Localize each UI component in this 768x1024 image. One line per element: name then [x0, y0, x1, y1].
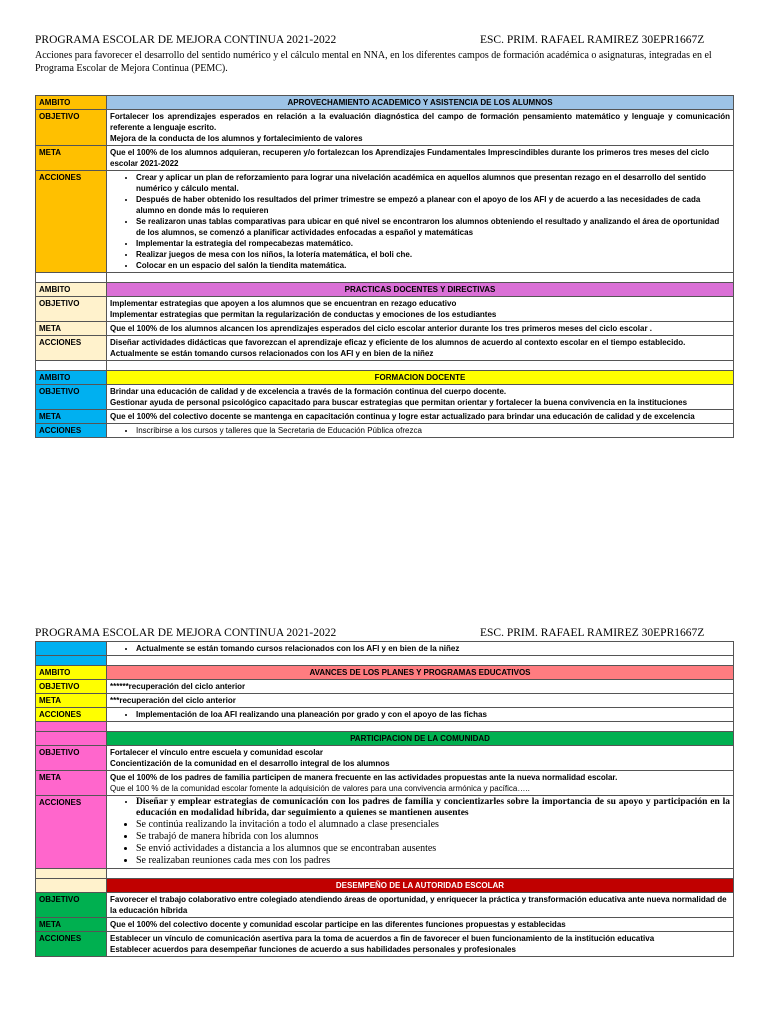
acciones-text: Actualmente se están tomando cursos relacionados con los AFI y en bien de la niñez	[110, 349, 434, 358]
meta-row	[36, 694, 734, 708]
objetivo-text: Fortalecer los aprendizajes esperados en relación a la evaluación diagnóstica del campo de formación pensamiento matemático y lenguaje y comunicación referente a lenguaje escrito.	[110, 112, 730, 132]
objetivo-label: OBJETIVO	[36, 297, 107, 322]
objetivo-label: OBJETIVO	[36, 680, 107, 694]
objetivo-text: Concientización de la comunidad en el desarrollo integral de los alumnos	[110, 759, 390, 768]
objetivo-cell	[107, 110, 734, 146]
objetivo-text: Implementar estrategias que apoyen a los alumnos que se encuentran en rezago educativo	[110, 299, 457, 308]
spacer-row	[36, 869, 734, 879]
meta-text: Que el 100% de los padres de familia participen de manera frecuente en las actividades propuestas ante la nueva normalidad escolar.	[110, 773, 618, 782]
list-item: • Diseñar y emplear estrategias de comunicación con los padres de familia y concientizarles sobre la importancia de su apoyo y participación en la educación en modalidad híbrida, dar seguimiento a quienes se mantienen ausentes	[136, 797, 730, 819]
ambito-title: AVANCES DE LOS PLANES Y PROGRAMAS EDUCATIVOS	[107, 666, 734, 680]
acciones-label: ACCIONES	[36, 932, 107, 957]
meta-label: META	[36, 146, 107, 171]
acciones-row	[36, 424, 734, 438]
school-name: ESC. PRIM. RAFAEL RAMIREZ 30EPR1667Z	[480, 34, 705, 46]
acciones-row	[36, 336, 734, 361]
acciones-label: ACCIONES	[36, 796, 107, 869]
meta-label: META	[36, 694, 107, 708]
ambito-label: AMBITO	[36, 666, 107, 680]
meta-label: META	[36, 771, 107, 796]
acciones-cell	[107, 171, 734, 273]
ambito-row	[36, 732, 734, 746]
acciones-cell	[107, 932, 734, 957]
acciones-list	[110, 797, 730, 867]
meta-text: Que el 100 % de la comunidad escolar fomente la adquisición de valores para una convivencia armónica y pacífica…..	[110, 784, 530, 793]
meta-text: Que el 100% de los alumnos alcancen los aprendizajes esperados del ciclo escolar anterior durante los tres primeros meses del ciclo escolar .	[107, 322, 734, 336]
objetivo-cell	[107, 297, 734, 322]
carry-row	[36, 642, 734, 656]
carry-cell	[107, 642, 734, 656]
acciones-row	[36, 932, 734, 957]
objetivo-label: OBJETIVO	[36, 385, 107, 410]
acciones-row	[36, 708, 734, 722]
acciones-text: Diseñar actividades didácticas que favorezcan el aprendizaje eficaz y eficiente de los alumnos de acuerdo al contexto escolar en el tiempo establecido.	[110, 338, 686, 347]
ambito-row	[36, 96, 734, 110]
acciones-cell	[107, 424, 734, 438]
spacer-row	[36, 361, 734, 371]
objetivo-row	[36, 110, 734, 146]
meta-label: META	[36, 918, 107, 932]
acciones-label: ACCIONES	[36, 336, 107, 361]
acciones-list	[110, 425, 730, 436]
acciones-cell	[107, 336, 734, 361]
spacer-row	[36, 656, 734, 666]
objetivo-row	[36, 746, 734, 771]
acciones-cell	[107, 708, 734, 722]
acciones-row	[36, 796, 734, 869]
list-item: • Se trabajó de manera híbrida con los alumnos	[136, 831, 730, 843]
intro-text: Acciones para favorecer el desarrollo del sentido numérico y el cálculo mental en NNA, en los diferentes campos de formación académica o asignaturas, integradas en el Programa Escolar de Mejora Continua (PEMC).	[35, 50, 712, 74]
list-item: • Inscribirse a los cursos y talleres que la Secretaria de Educación Pública ofrezca	[136, 425, 730, 436]
objetivo-text: Fortalecer el vínculo entre escuela y comunidad escolar	[110, 748, 323, 757]
meta-text: Que el 100% del colectivo docente se mantenga en capacitación continua y logre estar actualizado para brindar una educación de calidad y de excelencia	[107, 410, 734, 424]
objetivo-text: ******recuperación del ciclo anterior	[107, 680, 734, 694]
program-title: PROGRAMA ESCOLAR DE MEJORA CONTINUA 2021-2022	[35, 34, 337, 46]
objetivo-label: OBJETIVO	[36, 110, 107, 146]
meta-row	[36, 410, 734, 424]
pemc-table-page-2	[35, 641, 734, 957]
acciones-label: ACCIONES	[36, 171, 107, 273]
list-item: • Implementación de loa AFI realizando una planeación por grado y con el apoyo de las fichas	[136, 709, 730, 720]
ambito-label: AMBITO	[36, 96, 107, 110]
objetivo-row	[36, 297, 734, 322]
spacer-row	[36, 273, 734, 283]
ambito-row	[36, 879, 734, 893]
meta-row	[36, 322, 734, 336]
meta-text: Que el 100% del colectivo docente y comunidad escolar participe en las diferentes funciones propuestas y establecidas	[107, 918, 734, 932]
objetivo-text: Gestionar ayuda de personal psicológico capacitado para buscar estrategias que permitan orientar y fortalecer la buena convivencia en la instituciones	[110, 398, 688, 407]
meta-row	[36, 918, 734, 932]
list-item: • Implementar la estrategia del rompecabezas matemático.	[136, 238, 730, 249]
list-item: • Se realizaron unas tablas comparativas para ubicar en qué nivel se encontraron los alumnos obteniendo el resultado y analizando el área de oportunidad de los alumnos, se comenzó a planificar actividades enfocadas a español y matemáticas	[136, 216, 730, 238]
ambito-title: PARTICIPACION DE LA COMUNIDAD	[107, 732, 734, 746]
list-item: • Colocar en un espacio del salón la tiendita matemática.	[136, 260, 730, 271]
acciones-list	[110, 643, 730, 654]
list-item: • Se realizaban reuniones cada mes con los padres	[136, 855, 730, 867]
ambito-label: AMBITO	[36, 371, 107, 385]
list-item: • Actualmente se están tomando cursos relacionados con los AFI y en bien de la niñez	[136, 643, 730, 654]
ambito-label: AMBITO	[36, 283, 107, 297]
ambito-row	[36, 666, 734, 680]
meta-text: Que el 100% de los alumnos adquieran, recuperen y/o fortalezcan los Aprendizajes Fundamentales Imprescindibles durante los primeros tres meses del ciclo escolar 2021-2022	[107, 146, 734, 171]
meta-label: META	[36, 322, 107, 336]
ambito-title: FORMACION DOCENTE	[107, 371, 734, 385]
meta-cell	[107, 771, 734, 796]
pemc-table-page-1	[35, 95, 734, 438]
spacer-row	[36, 722, 734, 732]
acciones-list	[110, 172, 730, 271]
meta-row	[36, 146, 734, 171]
acciones-text: Establecer acuerdos para desempeñar funciones de acuerdo a sus habilidades personales y profesionales	[110, 945, 516, 954]
list-item: • Se continúa realizando la invitación a todo el alumnado a clase presenciales	[136, 819, 730, 831]
objetivo-row	[36, 385, 734, 410]
objetivo-cell	[107, 385, 734, 410]
program-title: PROGRAMA ESCOLAR DE MEJORA CONTINUA 2021-2022	[35, 627, 337, 639]
acciones-list	[110, 709, 730, 720]
acciones-text: Establecer un vínculo de comunicación asertiva para la toma de acuerdos a fin de favorecer el buen funcionamiento de la institución educativa	[110, 934, 655, 943]
acciones-label: ACCIONES	[36, 708, 107, 722]
acciones-row	[36, 171, 734, 273]
school-name: ESC. PRIM. RAFAEL RAMIREZ 30EPR1667Z	[480, 627, 705, 639]
objetivo-text: Brindar una educación de calidad y de excelencia a través de la formación continua del cuerpo docente.	[110, 387, 507, 396]
objetivo-cell	[107, 746, 734, 771]
ambito-title: APROVECHAMIENTO ACADEMICO Y ASISTENCIA DE LOS ALUMNOS	[107, 96, 734, 110]
objetivo-text: Mejora de la conducta de los alumnos y fortalecimiento de valores	[110, 134, 363, 143]
objetivo-row	[36, 893, 734, 918]
meta-row	[36, 771, 734, 796]
ambito-title: DESEMPEÑO DE LA AUTORIDAD ESCOLAR	[107, 879, 734, 893]
objetivo-row	[36, 680, 734, 694]
objetivo-text: Implementar estrategias que permitan la regularización de conductas y emociones de los estudiantes	[110, 310, 497, 319]
objetivo-label: OBJETIVO	[36, 893, 107, 918]
list-item: • Después de haber obtenido los resultados del primer trimestre se empezó a planear con el apoyo de los AFI y de acuerdo a las necesidades de cada alumno en donde más lo requieren	[136, 194, 730, 216]
acciones-cell	[107, 796, 734, 869]
meta-text: ***recuperación del ciclo anterior	[107, 694, 734, 708]
objetivo-text: Favorecer el trabajo colaborativo entre colegiado atendiendo áreas de oportunidad, y enriquecer la práctica y transformación educativa ante nueva normalidad de la educación híbrida	[107, 893, 734, 918]
acciones-label: ACCIONES	[36, 424, 107, 438]
ambito-row	[36, 371, 734, 385]
list-item: • Se envió actividades a distancia a los alumnos que se encontraban ausentes	[136, 843, 730, 855]
objetivo-label: OBJETIVO	[36, 746, 107, 771]
ambito-row	[36, 283, 734, 297]
list-item: • Crear y aplicar un plan de reforzamiento para lograr una nivelación académica en aquellos alumnos que presentan rezago en el desarrollo del sentido numérico y cálculo mental.	[136, 172, 730, 194]
ambito-title: PRACTICAS DOCENTES Y DIRECTIVAS	[107, 283, 734, 297]
meta-label: META	[36, 410, 107, 424]
list-item: • Realizar juegos de mesa con los niños, la lotería matemática, el boli che.	[136, 249, 730, 260]
